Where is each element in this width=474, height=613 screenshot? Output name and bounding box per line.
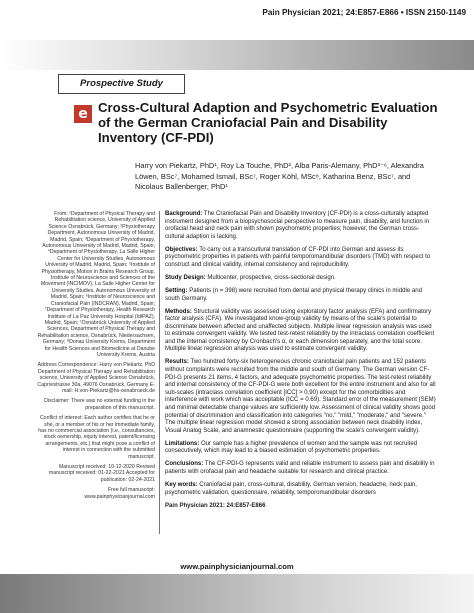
abstract-methods [165, 309, 437, 355]
keywords-label: Key words: [165, 481, 198, 488]
correspondence-address: Address Correspondence: Harry von Piekartz, PhD Department of Physical Therapy and Rehabilitation science, University of Applied Science Osnabrück, Caprivistrasse 30a, 49076 Osnabrück, Germany E-mail: H.von-Piekartz@hs-osnabrueck.de [37, 362, 155, 394]
journal-url[interactable]: www.painphysicianjournal.com [180, 562, 294, 571]
article-title: Cross-Cultural Adaption and Psychometric Evaluation of the German Craniofacial Pain and Disability Inventory (CF-PDI) [98, 100, 438, 145]
background-label: Background: [165, 211, 203, 217]
conclusions-label: Conclusions: [165, 461, 204, 468]
abstract [165, 211, 437, 516]
article-type-box: Prospective Study [58, 74, 185, 94]
conclusions-text: The CF-PDI-G represents valid and reliable instrument to assess pain and disability in patients with orofacial pain and headache suitable for research and clinical practice. [165, 461, 435, 475]
keywords-text: Craniofacial pain, cross-cultural, disability, German version, headache, neck pain, psychometric validation, questionnaire, reliability, temporomandibular disorders [165, 481, 417, 496]
abstract-results [165, 359, 437, 435]
objectives-text: To carry out a transcultural translation of CF-PDI into German and assess its psychometric properties in patients with painful temporomandibular disorders (TMD) with respect to construct and clinical validity, internal consistency and reproducibility. [165, 246, 431, 268]
methods-label: Methods: [165, 308, 192, 315]
abstract-conclusions [165, 461, 437, 476]
objectives-label: Objectives: [165, 246, 198, 253]
affiliations-text: From: ¹Department of Physical Therapy and Rehabilitation science, University of Applied Science Osnabrück, Germany; ²Physiotherapy Department, Autonomous University of Madrid, Madrid, Spain; ³Department of Physiotherapy, Autonomous University of Madrid, Madrid, Spain; ⁴Department of Physiotherapy, La Salle Higher Center for University Studies, Autonomous University of Madrid, Madrid, Spain; ⁵Institute of Physiotherapy, Motion in Brains Research Group, Institute of Neuroscience and Sciences of the Movement (INCIMOV), La Salle Higher Center for University Studies, Autonomous University of Madrid, Spain; ⁶Institute of Neuroscience and Craniofacial Pain (INDCRAN), Madrid, Spain; ⁷Department of Physiotherapy, Health Research Institute of La Paz University Hospital (IdiPAZ), Madrid, Spain; ⁷Osnabrück University of Applied Sciences, Department of Physical Therapy and Rehabilitation science, Osnabrück, Niedersachsen, Germany; ⁸Donau University Krems, Department for Health Sciences and Biomedicine at Danube University Krems, Austria [37, 211, 155, 358]
full-manuscript-link[interactable]: Free full manuscript: www.painphysicianjournal.com [84, 487, 155, 500]
header-gradient-bar [0, 40, 474, 70]
abstract-background [165, 211, 437, 241]
methods-text: Structural validity was assessed using exploratory factor analysis (EFA) and confirmatory factor analysis (CFA). We investigated know-group validity by means of the scale's potential to discriminate between affected and unaffected subjects. Multiple linear regression analysis was used to estimate convergent validity. We tested test-retest reliability by the intraclass correlation coefficient and the internal consistency by Cronbach's α, or each dimension separately, and the total score. Multiple linear regression analysis was used to estimate convergent validity. [165, 308, 435, 353]
background-text: The Craniofacial Pain and Disability Inventory (CF-PDI) is a cross-culturally adapted instrument designed from a biopsychosocial perspective to measure pain, disability, and function in orofacial head and neck pain with shown psychometric properties; however, the German cross-cultural adaption is lacking. [165, 211, 430, 240]
sidebar-info [37, 211, 155, 504]
design-label: Study Design: [165, 274, 206, 281]
results-text: Two hundred forty-six heterogeneous chronic craniofacial pain patients and 152 patients without complaints were recruited from the middle and south of Germany. The German version CF-PDI-G presents 21 items, 4 factors, and adequate psychometric properties. The test-retest reliability and internal consistency of the CF-PDI-G were both excellent for the entire instrument and also for all sub-scales (intraclass correlation coefficient [ICC] > 0.90) except for the comorbidities and interference with work which was acceptable (ICC = 0.69). Standard error of the measurement (SEM) and minimal detectable change values are sufficiently low. Assessment of clinical validity shows good potential of discrimination and classification into categories "no," "mild," "moderate," and "severe." The multiple linear regression model showed a strong association between neck disability index, Visual Analog Scale, and anamnestic questionnaire (supporting the scale's convergent validity). [165, 359, 436, 434]
author-list: Harry von Piekartz, PhD¹, Roy La Touche, PhD², Alba Paris-Alemany, PhD³⁻⁶, Alexandra Löwen, BSc⁷, Mohamed Ismail, BSc⁷, Roger Köhl, MSc⁸, Katharina Benz, BSc⁷, and Nicolaus Ballenberger, PhD¹ [135, 161, 424, 191]
limitations-text: Our sample has a higher prevalence of women and the sample was not recruited consecutively, which may lead to a biased estimation of psychometric properties. [165, 440, 418, 455]
journal-citation-header: Pain Physician 2021; 24:E857-E866 • ISSN 2150-1149 [262, 8, 466, 17]
design-text: Multicenter, prospective, cross-sectional design. [207, 274, 336, 281]
abstract-design [165, 275, 437, 283]
citation-reference: Pain Physician 2021: 24:E857-E866 [165, 502, 266, 509]
column-divider [159, 211, 160, 534]
setting-text: Patients (n = 398) were recruited from dental and physical therapy clinics in middle and south Germany. [165, 287, 422, 302]
setting-label: Setting: [165, 287, 188, 294]
abstract-limitations [165, 441, 437, 456]
conflict-of-interest-text: Conflict of interest: Each author certifies that he or she, or a member of his or her immediate family, has no commercial association (i.e., consultancies, stock ownership, equity interest, patent/licensing arrangements, etc.) that might pose a conflict of interest in connection with the submitted manuscript. [38, 415, 155, 460]
limitations-label: Limitations: [165, 440, 200, 447]
manuscript-dates: Manuscript received: 10-12-2020 Revised manuscript received: 01-22-2021 Accepted for publication: 02-24-2021 [48, 464, 155, 483]
footer-gradient-bar [0, 574, 474, 613]
abstract-setting [165, 288, 437, 303]
disclaimer-text: Disclaimer: There was no external funding in the preparation of this manuscript. [44, 398, 155, 411]
results-label: Results: [165, 359, 189, 366]
abstract-objectives [165, 247, 437, 270]
e-publication-icon: e [74, 105, 92, 123]
abstract-keywords [165, 482, 437, 497]
